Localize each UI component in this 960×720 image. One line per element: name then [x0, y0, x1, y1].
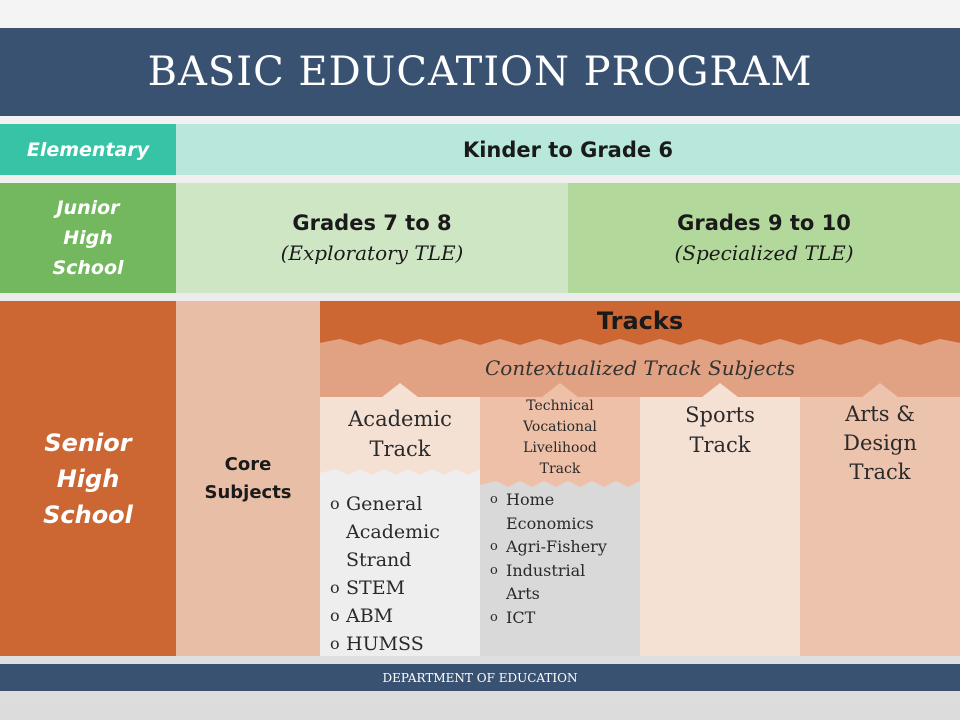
academic-track-name-line: Track [369, 437, 431, 461]
tvl-track-name-line: Livelihood [523, 440, 597, 456]
list-item-line: HUMSS [346, 633, 424, 655]
bullet: o [490, 562, 498, 578]
list-item-line: Industrial [506, 560, 586, 580]
senior-high-label-line: Senior [44, 428, 132, 457]
bullet: o [490, 609, 498, 625]
list-item-line: ICT [506, 607, 536, 627]
list-item-line: Arts [506, 584, 540, 603]
grades-7-8-title: Grades 7 to 8 [292, 211, 452, 235]
core-subjects [176, 301, 320, 656]
tracks-title: Tracks [596, 307, 684, 335]
arts-track-name-line: Track [849, 460, 911, 484]
academic-track-name-line: Academic [348, 407, 452, 431]
arts-track-name-line: Arts & [845, 402, 915, 426]
arts-design-track-name [800, 400, 960, 490]
list-item-line: Academic [346, 521, 440, 543]
list-item-line: Strand [346, 549, 412, 571]
list-item-line: Agri-Fishery [506, 537, 607, 556]
junior-high-label [0, 183, 176, 293]
senior-high-label [0, 301, 176, 656]
arts-track-name-line: Design [843, 431, 917, 455]
junior-high-label-line: High [63, 227, 113, 249]
bullet: o [490, 539, 498, 554]
list-item [330, 574, 476, 602]
list-item-line: Economics [506, 513, 594, 533]
bullet: o [330, 494, 340, 513]
sports-track-name-line: Sports [685, 403, 755, 427]
tvl-track-name-line: Technical [526, 398, 594, 414]
grades-7-8-subtitle: (Exploratory TLE) [280, 241, 464, 265]
list-item [490, 535, 636, 559]
junior-high-label-line: Junior [56, 197, 120, 219]
bullet: o [330, 634, 340, 653]
list-item-line: General [346, 493, 423, 515]
list-item-line: Home [506, 490, 555, 509]
list-item [330, 490, 476, 574]
bullet: o [330, 578, 340, 597]
academic-track-name [320, 404, 480, 470]
elementary-grades: Kinder to Grade 6 [176, 124, 960, 175]
list-item-line: STEM [346, 577, 406, 599]
tvl-track-name [480, 396, 640, 486]
list-item [490, 488, 636, 535]
contextualized-track-subjects: Contextualized Track Subjects [485, 356, 795, 380]
bullet: o [330, 606, 340, 625]
sports-track-name-line: Track [689, 433, 751, 457]
elementary-label: Elementary [0, 124, 176, 175]
list-item [490, 606, 636, 630]
grades-9-10-subtitle: (Specialized TLE) [674, 241, 854, 265]
footer: DEPARTMENT OF EDUCATION [0, 664, 960, 691]
core-subjects-line: Core [224, 453, 272, 475]
tvl-track-name-line: Vocational [523, 419, 597, 435]
grades-9-10-title: Grades 9 to 10 [677, 211, 851, 235]
academic-strands-list [330, 490, 476, 658]
list-item [330, 602, 476, 630]
core-subjects-line: Subjects [204, 481, 292, 503]
tvl-strands-list [490, 488, 636, 629]
list-item [490, 559, 636, 606]
page-title: BASIC EDUCATION PROGRAM [0, 28, 960, 116]
grades-7-8-cell [176, 183, 568, 293]
tvl-track-name-line: Track [539, 461, 581, 477]
junior-high-label-line: School [52, 257, 124, 279]
grades-9-10-cell [568, 183, 960, 293]
senior-high-label-line: High [56, 464, 120, 493]
sports-track-name [640, 400, 800, 470]
list-item-line: ABM [346, 605, 394, 627]
senior-high-label-line: School [43, 500, 133, 529]
bullet: o [490, 492, 498, 507]
list-item [330, 630, 476, 658]
